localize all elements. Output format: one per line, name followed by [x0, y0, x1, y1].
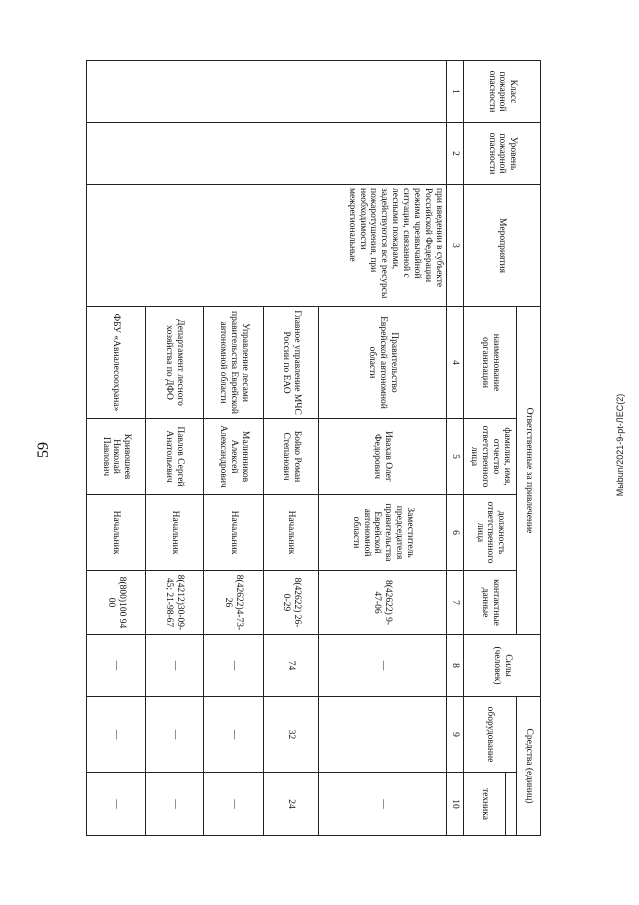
header-org: наименование организации [464, 307, 517, 419]
header-contacts: контактные данные [464, 571, 517, 635]
header-class: Класс пожарной опасности [464, 61, 541, 123]
document-code: Мыbun/2021-9-pt-ЛЕС(2) [615, 393, 625, 497]
col-num-2: 2 [447, 123, 464, 185]
cell-org: Управление лесами правительства Еврейской автономной области [204, 307, 264, 419]
cell-position: Начальник [87, 495, 146, 571]
page-number: 59 [35, 442, 52, 458]
table-container [86, 60, 541, 835]
cell-forces: — [204, 635, 264, 697]
cell-position: Начальник [146, 495, 204, 571]
cell-contacts: 8(800)100 94 00 [87, 571, 146, 635]
header-machinery-top [506, 773, 517, 836]
header-level: Уровень пожарной опасности [464, 123, 541, 185]
cell-machinery: — [204, 773, 264, 836]
header-position: должность ответственного лица [464, 495, 517, 571]
header-equipment: оборудование [464, 697, 517, 773]
col-num-1: 1 [447, 61, 464, 123]
cell-level [87, 123, 447, 185]
header-responsible: Ответственные за привлечение [517, 307, 541, 635]
cell-machinery: — [319, 773, 447, 836]
cell-org: Правительство Еврейской автономной области [319, 307, 447, 419]
fire-response-table [86, 60, 541, 836]
cell-equipment: 32 [264, 697, 319, 773]
cell-equipment: — [204, 697, 264, 773]
header-machinery: техника [464, 773, 506, 836]
cell-equipment [319, 697, 447, 773]
rotated-table [86, 60, 541, 835]
cell-forces: — [319, 635, 447, 697]
cell-org: Департамент лесного хозяйства по ДФО [146, 307, 204, 419]
cell-machinery: — [146, 773, 204, 836]
header-measures: Мероприятия [464, 185, 541, 307]
header-forces: Силы (человек) [464, 635, 541, 697]
cell-class [87, 61, 447, 123]
table-row [319, 61, 447, 836]
col-num-8: 8 [447, 635, 464, 697]
col-num-4: 4 [447, 307, 464, 419]
cell-org: Главное управление МЧС России по ЕАО [264, 307, 319, 419]
cell-forces: — [87, 635, 146, 697]
cell-position: Начальник [264, 495, 319, 571]
cell-contacts: 8(42622) 9-47-06 [319, 571, 447, 635]
cell-machinery: — [87, 773, 146, 836]
col-num-7: 7 [447, 571, 464, 635]
cell-contacts: 8(42622)4-73-26 [204, 571, 264, 635]
cell-org: ФБУ «Авиалесоохрана» [87, 307, 146, 419]
cell-contacts: 8(4212)30-09-45; 21-98-67 [146, 571, 204, 635]
cell-fio: Павлов Сергей Анатольевич [146, 419, 204, 495]
col-num-9: 9 [447, 697, 464, 773]
cell-position: Начальник [204, 495, 264, 571]
cell-equipment: — [146, 697, 204, 773]
cell-equipment: — [87, 697, 146, 773]
cell-fio: Малинников Алексей Александрович [204, 419, 264, 495]
cell-fio: Бойко Роман Степанович [264, 419, 319, 495]
cell-forces: — [146, 635, 204, 697]
col-num-5: 5 [447, 419, 464, 495]
cell-contacts: 8(42622) 26-0-29 [264, 571, 319, 635]
cell-measures: при введении в субъекте Российской Федерации режима чрезвычайной ситуации, связанной с лесными пожарами, задействуются все ресурсы пожаротушения, при необходимости межрегиональные [87, 185, 447, 307]
col-num-10: 10 [447, 773, 464, 836]
header-means: Средства (единиц) [517, 697, 541, 836]
header-fio: фамилия, имя, отчество ответственного лица [464, 419, 517, 495]
cell-fio: Ивахав Олег Федорович [319, 419, 447, 495]
cell-forces: 74 [264, 635, 319, 697]
col-num-3: 3 [447, 185, 464, 307]
cell-position: Заместитель председателя правительства Еврейской автономной области [319, 495, 447, 571]
col-num-6: 6 [447, 495, 464, 571]
cell-machinery: 24 [264, 773, 319, 836]
cell-fio: Кривошеев Николай Павлович [87, 419, 146, 495]
